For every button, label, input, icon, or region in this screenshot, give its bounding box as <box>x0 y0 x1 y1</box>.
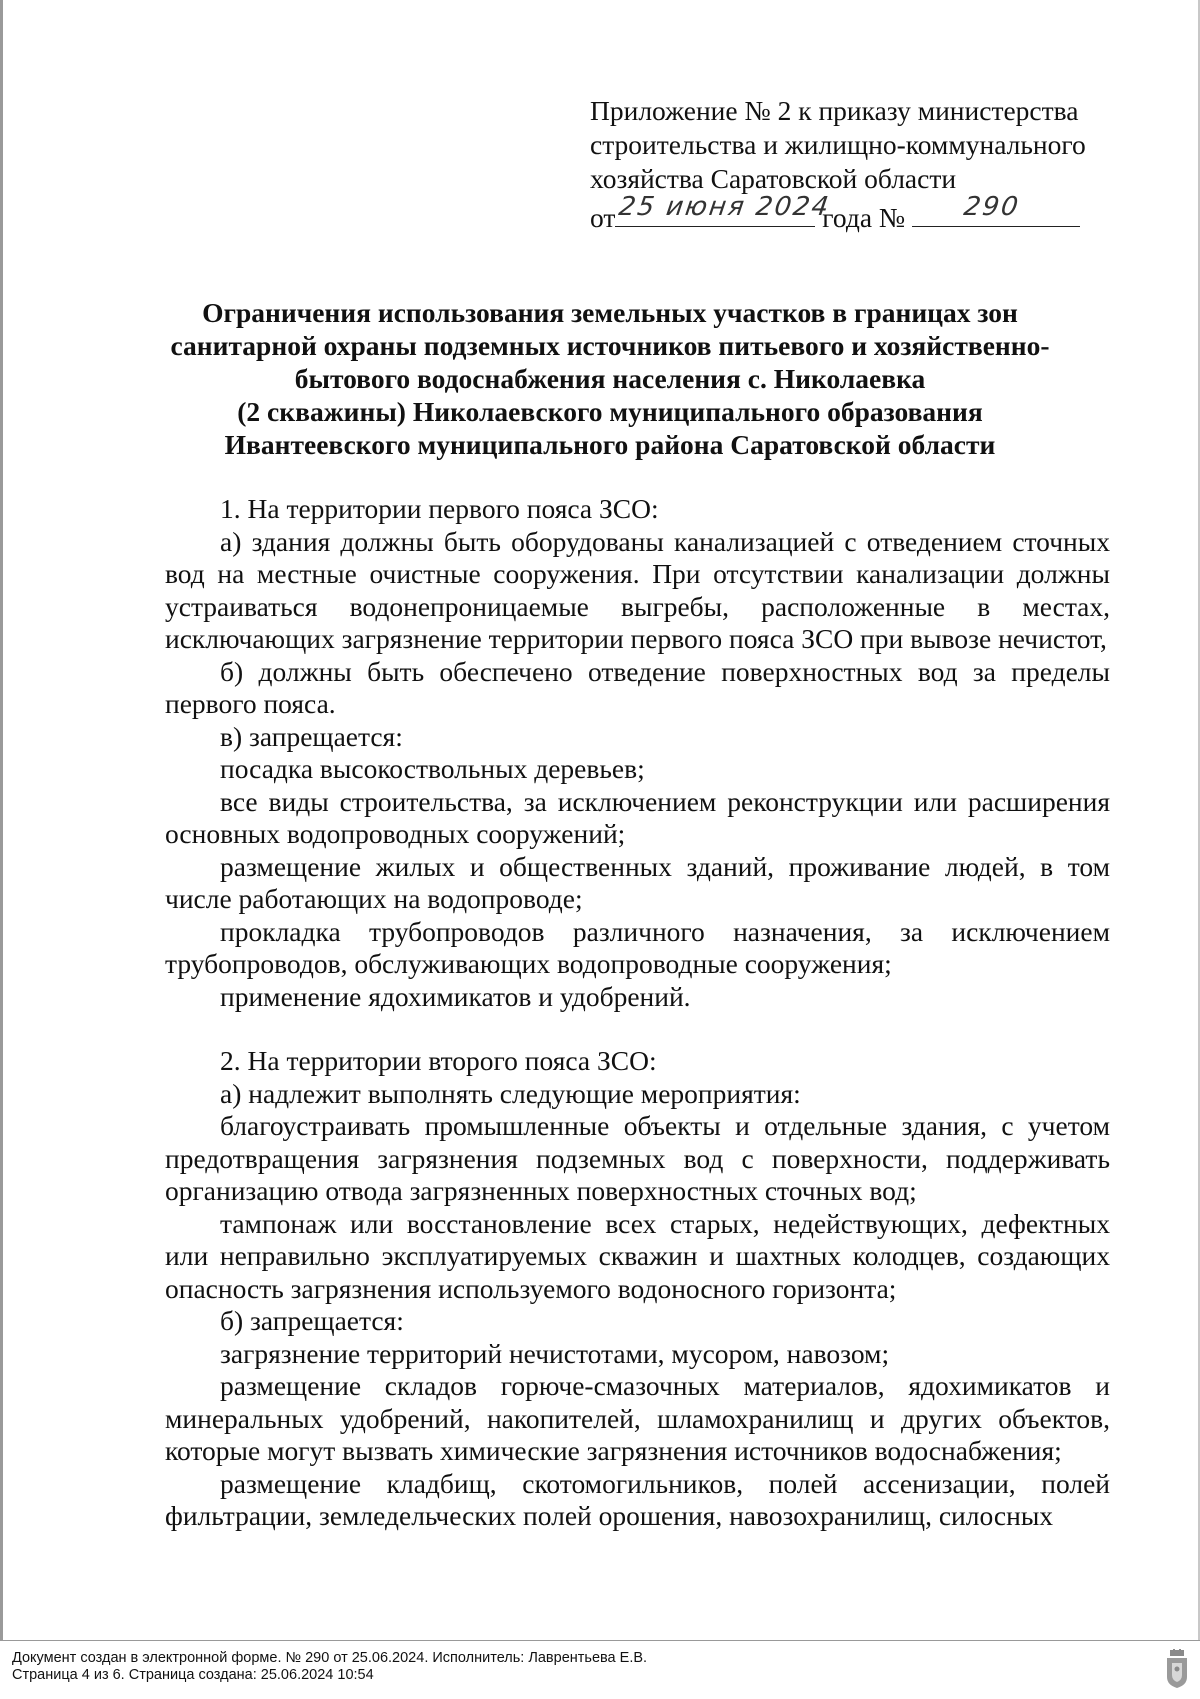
document-title <box>150 296 1070 461</box>
section-2-measure-1: благоустраивать промышленные объекты и отдельные здания, с учетом предотвращения загрязнения подземных вод с поверхности, поддерживать организацию отвода загрязненных поверхностных сточных вод; <box>165 1110 1110 1206</box>
section-2-item-b: б) запрещается: <box>220 1305 404 1336</box>
footer-text <box>12 1650 647 1684</box>
footer-line-1: Документ создан в электронной форме. № 290 от 25.06.2024. Исполнитель: Лаврентьева Е.В. <box>12 1650 648 1666</box>
section-2-heading: 2. На территории второго пояса ЗСО: <box>220 1045 657 1076</box>
header-line-4 <box>590 192 1110 235</box>
title-line-2: санитарной охраны подземных источников питьевого и хозяйственно- <box>170 330 1050 361</box>
section-1-item-a: а) здания должны быть оборудованы канализацией с отведением сточных вод на местные очистные сооружения. При отсутствии канализации должны устраиваться водонепроницаемые выгребы, расположенные в местах, исключающих загрязнение территории первого пояса ЗСО при вывозе нечистот, <box>165 525 1110 654</box>
title-line-4: (2 скважины) Николаевского муниципального образования <box>237 396 983 427</box>
section-1-item-b: б) должны быть обеспечено отведение поверхностных вод за пределы первого пояса. <box>165 655 1110 719</box>
document-body <box>165 493 1110 1533</box>
header-line-1: Приложение № 2 к приказу министерства <box>590 95 1079 126</box>
page-edge-left <box>0 0 3 1640</box>
header-line-2: строительства и жилищно-коммунального <box>590 129 1086 160</box>
section-1-prohibition-1: посадка высокоствольных деревьев; <box>220 753 645 784</box>
footer-line-2: Страница 4 из 6. Страница создана: 25.06.2024 10:54 <box>12 1667 374 1683</box>
handwritten-date: 25 июня 2024 <box>617 192 833 222</box>
section-1-heading: 1. На территории первого пояса ЗСО: <box>220 493 659 524</box>
section-2-measure-2: тампонаж или восстановление всех старых, недействующих, дефектных или неправильно эксплуатируемых скважин и шахтных колодцев, создающих опасность загрязнения используемого водоносного горизонта; <box>165 1207 1110 1304</box>
section-2-item-a: а) надлежит выполнять следующие мероприятия: <box>220 1077 801 1109</box>
title-line-3: бытового водоснабжения населения с. Николаевка <box>294 363 926 394</box>
title-line-5: Ивантеевского муниципального района Саратовской области <box>224 429 996 460</box>
year-number-label: года № <box>822 202 906 233</box>
coat-of-arms-icon <box>1164 1649 1190 1689</box>
date-field <box>615 192 833 227</box>
section-2-prohibition-3: размещение кладбищ, скотомогильников, полей ассенизации, полей фильтрации, земледельческих полей орошения, навозохранилищ, силосных <box>165 1467 1110 1531</box>
from-label: от <box>590 202 616 233</box>
header-line-3: хозяйства Саратовской области <box>590 163 957 194</box>
electronic-document-footer <box>0 1640 1200 1699</box>
section-1-item-v: в) запрещается: <box>220 720 403 752</box>
section-gap <box>165 1013 1110 1045</box>
section-1-prohibition-3: размещение жилых и общественных зданий, проживание людей, в том числе работающих на водопроводе; <box>165 850 1110 914</box>
handwritten-number: 290 <box>961 192 1022 222</box>
section-1-prohibition-2: все виды строительства, за исключением реконструкции или расширения основных водопроводных сооружений; <box>165 785 1110 849</box>
appendix-header <box>590 94 1110 235</box>
number-field <box>912 192 1080 227</box>
title-line-1: Ограничения использования земельных участков в границах зон <box>202 297 1018 328</box>
section-1-prohibition-4: прокладка трубопроводов различного назначения, за исключением трубопроводов, обслуживающих водопроводные сооружения; <box>165 915 1110 979</box>
section-1-prohibition-5: применение ядохимикатов и удобрений. <box>220 980 691 1012</box>
section-2-prohibition-1: загрязнение территорий нечистотами, мусором, навозом; <box>220 1337 890 1369</box>
section-2-prohibition-2: размещение складов горюче-смазочных материалов, ядохимикатов и минеральных удобрений, накопителей, шламохранилищ и других объектов, которые могут вызвать химические загрязнения источников водоснабжения; <box>165 1370 1110 1466</box>
